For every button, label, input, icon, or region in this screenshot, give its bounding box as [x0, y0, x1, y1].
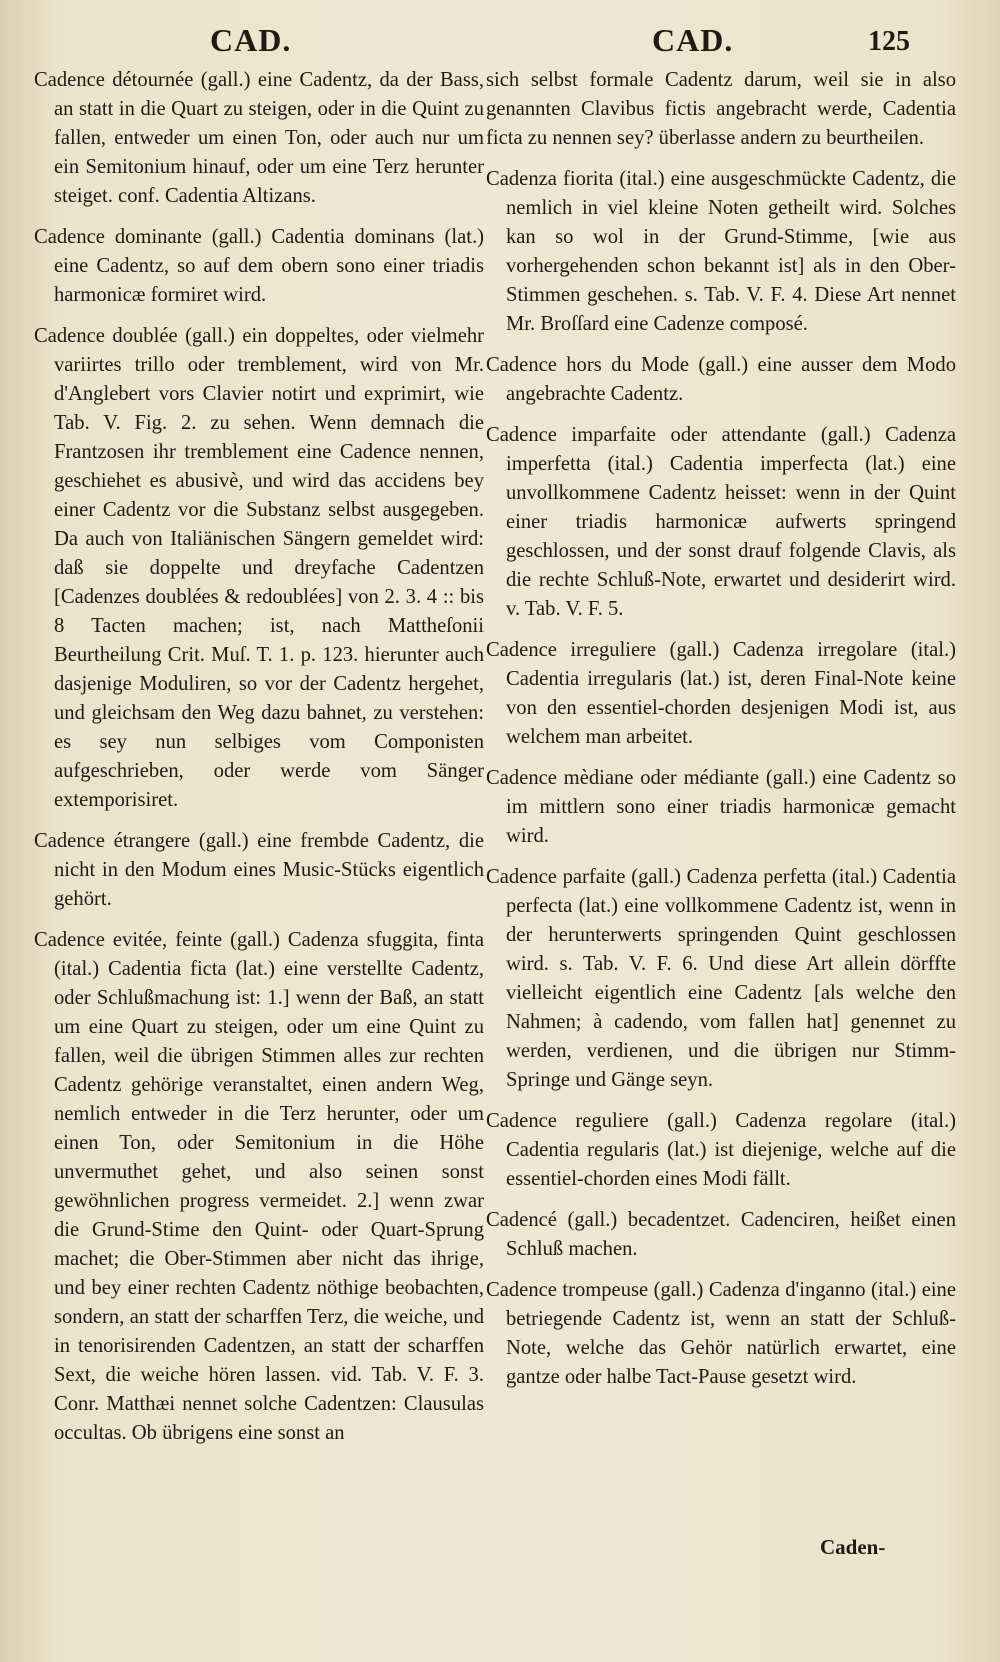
headword-left: CAD.: [210, 22, 292, 58]
entry-cadence-dominante: Cadence dominante (gall.) Cadentia dominans (lat.) eine Cadentz, so auf dem obern sono einer triadis harmonicæ formiret wird.: [34, 226, 484, 306]
entry-cadence-evitee: Cadence evitée, feinte (gall.) Cadenza sfuggita, finta (ital.) Cadentia ficta (lat.) eine verstellte Cadentz, oder Schlußmachung ist: 1.] wenn der Baß, an statt um eine Quart zu steigen, oder um eine Quint zu fallen, weil die übrigen Stimmen alles zur rechten Cadentz gehörige veranstaltet, einen andern Weg, nemlich entweder in die Terz herunter, oder um einen Ton, oder Semitonium in die Höhe unvermuthet gehet, und also seinen sonst gewöhnlichen progress vermeidet. 2.] wenn zwar die Grund-Stime den Quint- oder Quart-Sprung machet; die Ober-Stimmen aber nicht das ihrige, und bey einer rechten Cadentz nöthige beobachten, sondern, an statt der scharffen Terz, die weiche, und in tenorisirenden Cadentzen, an statt der scharffen Sext, die weiche hören lassen. vid. Tab. V. F. 3. Conr. Matthæi nennet solche Cadentzen: Clausulas occultas. Ob übrigens eine sonst an: [34, 929, 484, 1444]
entry-cadence-trompeuse: Cadence trompeuse (gall.) Cadenza d'inganno (ital.) eine betriegende Cadentz ist, wenn an statt der Schluß-Note, welche das Gehör natürlich erwartet, eine gantze oder halbe Tact-Pause gesetzt wird.: [486, 1279, 956, 1388]
entry-cadence-imparfaite: Cadence imparfaite oder attendante (gall.) Cadenza imperfetta (ital.) Cadentia imperfecta (lat.) eine unvollkommene Cadentz heisset: wenn in der Quint einer triadis harmonicæ aufwerts springend geschlossen, und der sonst drauf folgende Clavis, als die rechte Schluß-Note, erwartet und desiderirt wird. v. Tab. V. F. 5.: [486, 424, 956, 620]
page-number: 125: [868, 26, 910, 57]
entry-cadence-mediane: Cadence mèdiane oder médiante (gall.) eine Cadentz so im mittlern sono einer triadis harmonicæ gemacht wird.: [486, 767, 956, 847]
running-header: [0, 14, 1000, 64]
entry-cadence-cadence: Cadencé (gall.) becadentzet. Cadenciren, heißet einen Schluß machen.: [486, 1209, 956, 1260]
right-column: [486, 66, 956, 1404]
entry-cadence-etrangere: Cadence étrangere (gall.) eine frembde Cadentz, die nicht in den Modum eines Music-Stücks eigentlich gehört.: [34, 830, 484, 910]
catchword: Caden-: [820, 1535, 886, 1559]
entry-cadenza-fiorita: Cadenza fiorita (ital.) eine ausgeschmückte Cadentz, die nemlich in viel kleine Noten getheilt wird. Solches kan so wol in der Grund-Stimme, [wie aus vorhergehenden schon bekannt ist] als in den Ober-Stimmen geschehen. s. Tab. V. F. 4. Diese Art nennet Mr. Broſſard eine Cadenze composé.: [486, 168, 956, 335]
entry-cadence-irreguliere: Cadence irreguliere (gall.) Cadenza irregolare (ital.) Cadentia irregularis (lat.) ist, deren Final-Note keine von den essentiel-chorden desjenigen Modi ist, aus welchem man arbeitet.: [486, 639, 956, 748]
entry-cadence-doublee: Cadence doublée (gall.) ein doppeltes, oder vielmehr variirtes trillo oder tremblement, wird von Mr. d'Anglebert vors Clavier notirt und exprimirt, wie Tab. V. Fig. 2. zu sehen. Wenn demnach die Frantzosen ihr tremblement eine Cadence nennen, geschiehet es abusivè, und wird das accidens bey einer Cadentz vor die Substanz selbst ausgegeben. Da auch von Italiänischen Sängern gemeldet wird: daß sie doppelte und dreyfache Cadentzen [Cadenzes doublées & redoublées] von 2. 3. 4 :: bis 8 Tacten machen; ist, nach Mattheſonii Beurtheilung Crit. Muſ. T. 1. p. 123. hierunter auch dasjenige Moduliren, so vor der Cadentz hergehet, und gleichsam den Weg dazu bahnet, zu verstehen: es sey nun selbiges vom Componisten aufgeschrieben, oder werde vom Sänger extemporisiret.: [34, 325, 484, 811]
headword-right: CAD.: [652, 22, 734, 58]
entry-cadence-parfaite: Cadence parfaite (gall.) Cadenza perfetta (ital.) Cadentia perfecta (lat.) eine vollkommene Cadentz ist, wenn in der herunterwerts springenden Quint geschlossen wird. s. Tab. V. F. 6. Und diese Art allein dörffte vielleicht eigentlich eine Cadentz [als welche den Nahmen; à cadendo, vom fallen hat] genennet zu werden, verdienen, und die übrigen nur Stimm-Springe und Gänge seyn.: [486, 866, 956, 1091]
entry-continuation: sich selbst formale Cadentz darum, weil sie in also genannten Clavibus fictis angebracht werde, Cadentia ficta zu nennen sey? überlasse andern zu beurtheilen.: [486, 69, 956, 149]
entry-cadence-reguliere: Cadence reguliere (gall.) Cadenza regolare (ital.) Cadentia regularis (lat.) ist diejenige, welche auf die essentiel-chorden eines Modi fällt.: [486, 1110, 956, 1190]
entry-cadence-detournee: Cadence détournée (gall.) eine Cadentz, da der Bass, an statt in die Quart zu steigen, oder in die Quint zu fallen, entweder um einen Ton, oder auch nur um ein Semitonium hinauf, oder um eine Terz herunter steiget. conf. Cadentia Altizans.: [34, 69, 484, 207]
left-column: [34, 66, 484, 1460]
entry-cadence-hors-du-mode: Cadence hors du Mode (gall.) eine ausser dem Modo angebrachte Cadentz.: [486, 354, 956, 405]
